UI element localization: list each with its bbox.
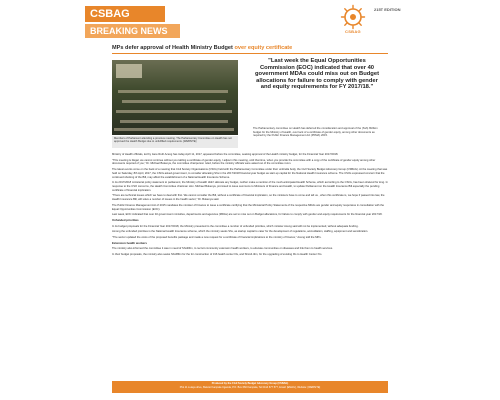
photo-row [122,100,226,103]
body-paragraph: "There are technical issues which we have to deal with first. We cannot consider the Bill, without a certificate of financial implication, so the ministers have to come and tell us , when this certificate is, we hope if passed into law, the Health Insurance Bill, will solve a number of issues in the health sector," Dr. Bukenya said. [112,194,385,202]
headline-accent: over equity certificate [232,45,293,51]
footer-contact: Plot 11 Lutaya drive, Bukoto Kampala Uganda, P.O. Box 660 Kampala, Tel 0414 677 577, Email: [EMAIL], Website: [WEBSITE] [179,385,321,389]
body-paragraph: The latest events come on the back of a meeting that Civil Society Organisations (CSOs) held with the Parliamentary Committee under their umbrella body, the Civil Society Budget Advocacy Group (CSBAG). At the meeting that was held on Saturday, 8th April, 2017, the CSOs asked government, to consider allocating Shs in the 2017/2018 financial year budget as start-up capital for the National Health Insurance scheme. The CSOs expressed concern that the continued shelving of the Bill, may affect the establishment of a National Health Insurance Scheme. [112,168,388,179]
photo-row [116,110,232,113]
parliament-photo [112,60,238,135]
photo-screen [116,64,142,78]
photo-row [120,120,228,123]
subheading-unfunded: Unfunded priorities [112,218,139,223]
photo-row [118,90,228,93]
headline-main: MPs defer approval of Health Ministry Budget [112,45,233,51]
article-headline [112,45,292,51]
headline-divider [112,53,388,54]
footer-bar [112,381,388,393]
body-paragraph: The ministry also informed the committee it was in need of Shs30bn, to recruit community extension health workers, to educate communities on diseases and link them to health services. [112,247,333,251]
photo-row [114,128,234,131]
csbag-logo-icon [340,4,366,30]
body-paragraph: In its 2017/2018 ministerial policy statement to parliament, the Ministry of Health didn't allocate any budget, neither make a mention of the much-anticipated Health Scheme, which according to the CSOs, has been shelved for long. In response to the CSO concerns, the Health Committee chairman Hon. Michael Bukenya, promised to issue summons to Ministers of Finance and Health, to update Parliament on the Health Insurance Bill especially the pending certificate of financial implication. [112,181,388,192]
body-paragraph: Among the unfunded priorities is the National Health Insurance scheme, which the ministry seeks Shs, as startup capital to cater for the development of regulations, accreditation, staffing, equipment and sensitization. [112,230,369,234]
pull-quote: "Last week the Equal Opportunities Commission (EOC) indicated that over 40 government MDAs could miss out on Budget allocations for failure to comply with gender and equity requirements for FY 2017/18." [255,58,379,91]
brand-banner: CSBAG [85,6,165,22]
body-paragraph: In their budget proposals, the ministry also seeks Shs68bn for the for construction of 316 health center IIIs, and Shs14.4bn, for the upgrading of existing IIIs to Health Center IVs. [112,253,323,257]
footer-producer: Produced by the Civil Society Budget Advocacy Group (CSBAG) [211,382,289,386]
edition-label: 215T EDITION [374,7,401,12]
newsletter-page [85,0,415,400]
photo-caption: Members of Parliament attending a previous meeting. The Parliamentary Committee on Health has not approved the Health Budget due to unfulfilled requirements. [WEBSITE] [112,136,238,148]
logo-label: CSBAG [345,29,361,34]
article-body [112,153,388,259]
intro-paragraph: The Parliamentary committee on Health has deferred the consideration and approval of the (Ssh) 8trillion budget for the Ministry of Health, over lack of a certificate of gender equity, among other documents as required by the Public Finance Management Act (PFMA) 2015. [253,127,378,138]
body-paragraph: In its budget proposals for the Financial Year 2017/2018, the Ministry presented to the committee a number of unfunded priorities, which minister Aceng said will not be implemented, without adequate funding. [112,224,359,228]
section-banner: BREAKING NEWS [85,24,180,38]
body-paragraph: Last week, EOC indicated that over 40 government ministries, departments and agencies (MDAs) are set to miss out on Budget allocations, for failure to comply with gender and equity requirements for the financial year 2017/18. [112,213,383,217]
body-paragraph: "This meeting is illegal, we cannot continue without you tabling a certificate of gender equity, I adjourn this meeting, until that time, when you provide the committee with a copy of the certificate of gender equity among other documents required of you," Dr. Michael Bukenya, the committee chairperson ruled, before the ministry officials were asked out of the committee room. [112,158,376,166]
body-paragraph: The Public Finance Management Act of 2015 mandates the minister of Finance to issue a certificate certifying that the Ministerial Policy Statements of the respective MDAs are gender and equity responsive in consultation with the Equal Opportunities Commission (EOC). [112,203,385,211]
body-paragraph: "The sector updated the costs of the proposed benefits package and made a new request for a certificate of financial implications to the ministry of finance," Aceng told the MPs. [112,236,322,240]
subheading-extension: Extension health workers [112,241,148,246]
body-paragraph: Ministry of Health officials, led by Jane Ruth Aceng has today April 11, 2017, appeared before the committee, seeking approval of the Health ministry budget, for the Financial Year 2017/2018. [112,153,339,156]
